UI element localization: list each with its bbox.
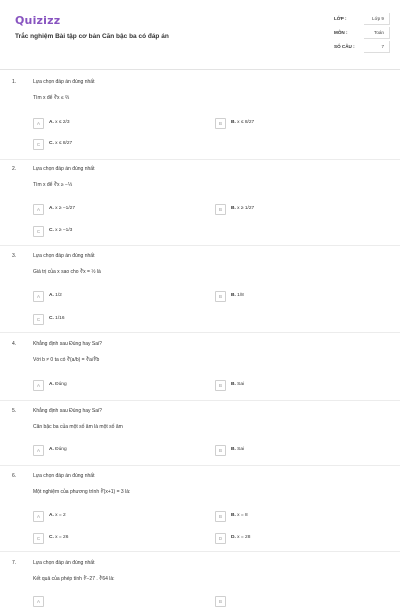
option-prefix: B. [231,293,236,298]
option-text [49,293,62,298]
option-letter: C [33,314,44,325]
option-letter: A [33,380,44,391]
option-prefix: C. [49,228,54,233]
option-text [231,535,250,540]
option-text [49,228,72,233]
question-body: Kết quả của phép tính ∛−27 . ∛64 là: [33,576,115,582]
meta-class-label: LỚP : [334,16,347,21]
option-text [49,316,65,321]
header-divider [0,69,400,70]
option-letter: D [215,533,226,544]
option-text [231,447,244,452]
option-value: Đúng [55,447,67,452]
option-text [231,206,254,211]
option-letter: C [33,226,44,237]
option-letter: B [215,511,226,522]
option-letter: A [33,445,44,456]
meta-count-row [334,44,390,58]
question-divider [0,332,400,333]
option-text [49,206,75,211]
option-value: 1/2 [55,293,62,298]
question-instruction: Khẳng định sau Đúng hay Sai? [33,341,102,347]
question-body: Tìm x để ∛x ≤ ⅔ [33,95,70,101]
question-number: 6. [12,473,17,479]
meta-count-box [364,41,390,53]
option-text [49,141,72,146]
question-instruction: Lựa chọn đáp án đúng nhất [33,253,95,259]
option-letter: A [33,511,44,522]
option-value: x = 8 [237,513,248,518]
option-letter: B [215,445,226,456]
option-prefix: A. [49,120,54,125]
option-value: x = 26 [55,535,69,540]
question-body: Với b ≠ 0 ta có ∛(a/b) = ∛a/∛b [33,357,100,363]
meta-count-label: SỐ CÂU : [334,44,355,49]
option-value: x = 28 [237,535,251,540]
option-text [49,447,67,452]
option-prefix: A. [49,206,54,211]
option-prefix: A. [49,382,54,387]
option-letter: C [33,139,44,150]
option-text [231,293,244,298]
option-value: Sai [237,382,245,387]
option-letter: C [33,533,44,544]
option-letter: A [33,118,44,129]
question-number: 4. [12,341,17,347]
option-value: x = 2 [55,513,66,518]
question-number: 1. [12,79,17,85]
question-divider [0,465,400,466]
question-instruction: Lựa chọn đáp án đúng nhất [33,560,95,566]
option-value: 1/8 [237,293,244,298]
option-letter: B [215,204,226,215]
option-prefix: C. [49,316,54,321]
option-prefix: B. [231,120,236,125]
question-divider [0,400,400,401]
question-body: Căn bậc ba của một số âm là một số âm [33,424,123,430]
question-divider [0,245,400,246]
option-prefix: A. [49,513,54,518]
option-prefix: B. [231,382,236,387]
worksheet-meta [334,16,390,58]
page-title: Trắc nghiệm Bài tập cơ bản Căn bậc ba có đáp án [15,33,169,40]
quizizz-logo: Quizizz [15,14,61,27]
option-value: 1/16 [55,316,65,321]
option-prefix: A. [49,293,54,298]
option-value: x ≤ 8/27 [55,141,73,146]
option-letter: A [33,291,44,302]
question-number: 3. [12,253,17,259]
option-value: x ≤ 2/3 [55,120,70,125]
option-value: x ≥ −1/27 [55,206,75,211]
question-number: 7. [12,560,17,566]
option-prefix: C. [49,141,54,146]
option-letter: B [215,118,226,129]
question-instruction: Khẳng định sau Đúng hay Sai? [33,408,102,414]
question-body: Giá trị của x sao cho ∛x = ½ là [33,269,101,275]
question-divider [0,551,400,552]
question-body: Tìm x để ∛x ≥ −⅓ [33,182,73,188]
meta-subject-label: MÔN : [334,30,348,35]
question-body: Một nghiệm của phương trình ∛(x+1) = 3 là: [33,489,131,495]
option-prefix: D. [231,535,236,540]
option-letter: A [33,204,44,215]
question-instruction: Lựa chọn đáp án đúng nhất [33,166,95,172]
option-letter: A [33,596,44,607]
option-value: x ≤ 8/27 [237,120,255,125]
option-text [49,120,70,125]
option-prefix: B. [231,206,236,211]
option-text [49,382,67,387]
question-instruction: Lựa chọn đáp án đúng nhất [33,473,95,479]
option-text [49,513,66,518]
option-prefix: A. [49,447,54,452]
question-divider [0,159,400,160]
option-text [231,513,248,518]
option-letter: B [215,291,226,302]
option-text [49,535,68,540]
question-number: 2. [12,166,17,172]
option-prefix: C. [49,535,54,540]
option-prefix: B. [231,447,236,452]
meta-count-value: 7 [381,44,384,49]
option-letter: B [215,596,226,607]
option-value: x ≥ 1/27 [237,206,255,211]
option-text [231,382,244,387]
option-text [231,120,254,125]
option-letter: B [215,380,226,391]
option-value: Sai [237,447,245,452]
option-value: Đúng [55,382,67,387]
meta-subject-value: Toán [374,30,384,35]
question-instruction: Lựa chọn đáp án đúng nhất [33,79,95,85]
meta-class-value: Lớp 9 [372,16,384,21]
option-prefix: B. [231,513,236,518]
option-value: x ≥ −1/3 [55,228,73,233]
question-number: 5. [12,408,17,414]
